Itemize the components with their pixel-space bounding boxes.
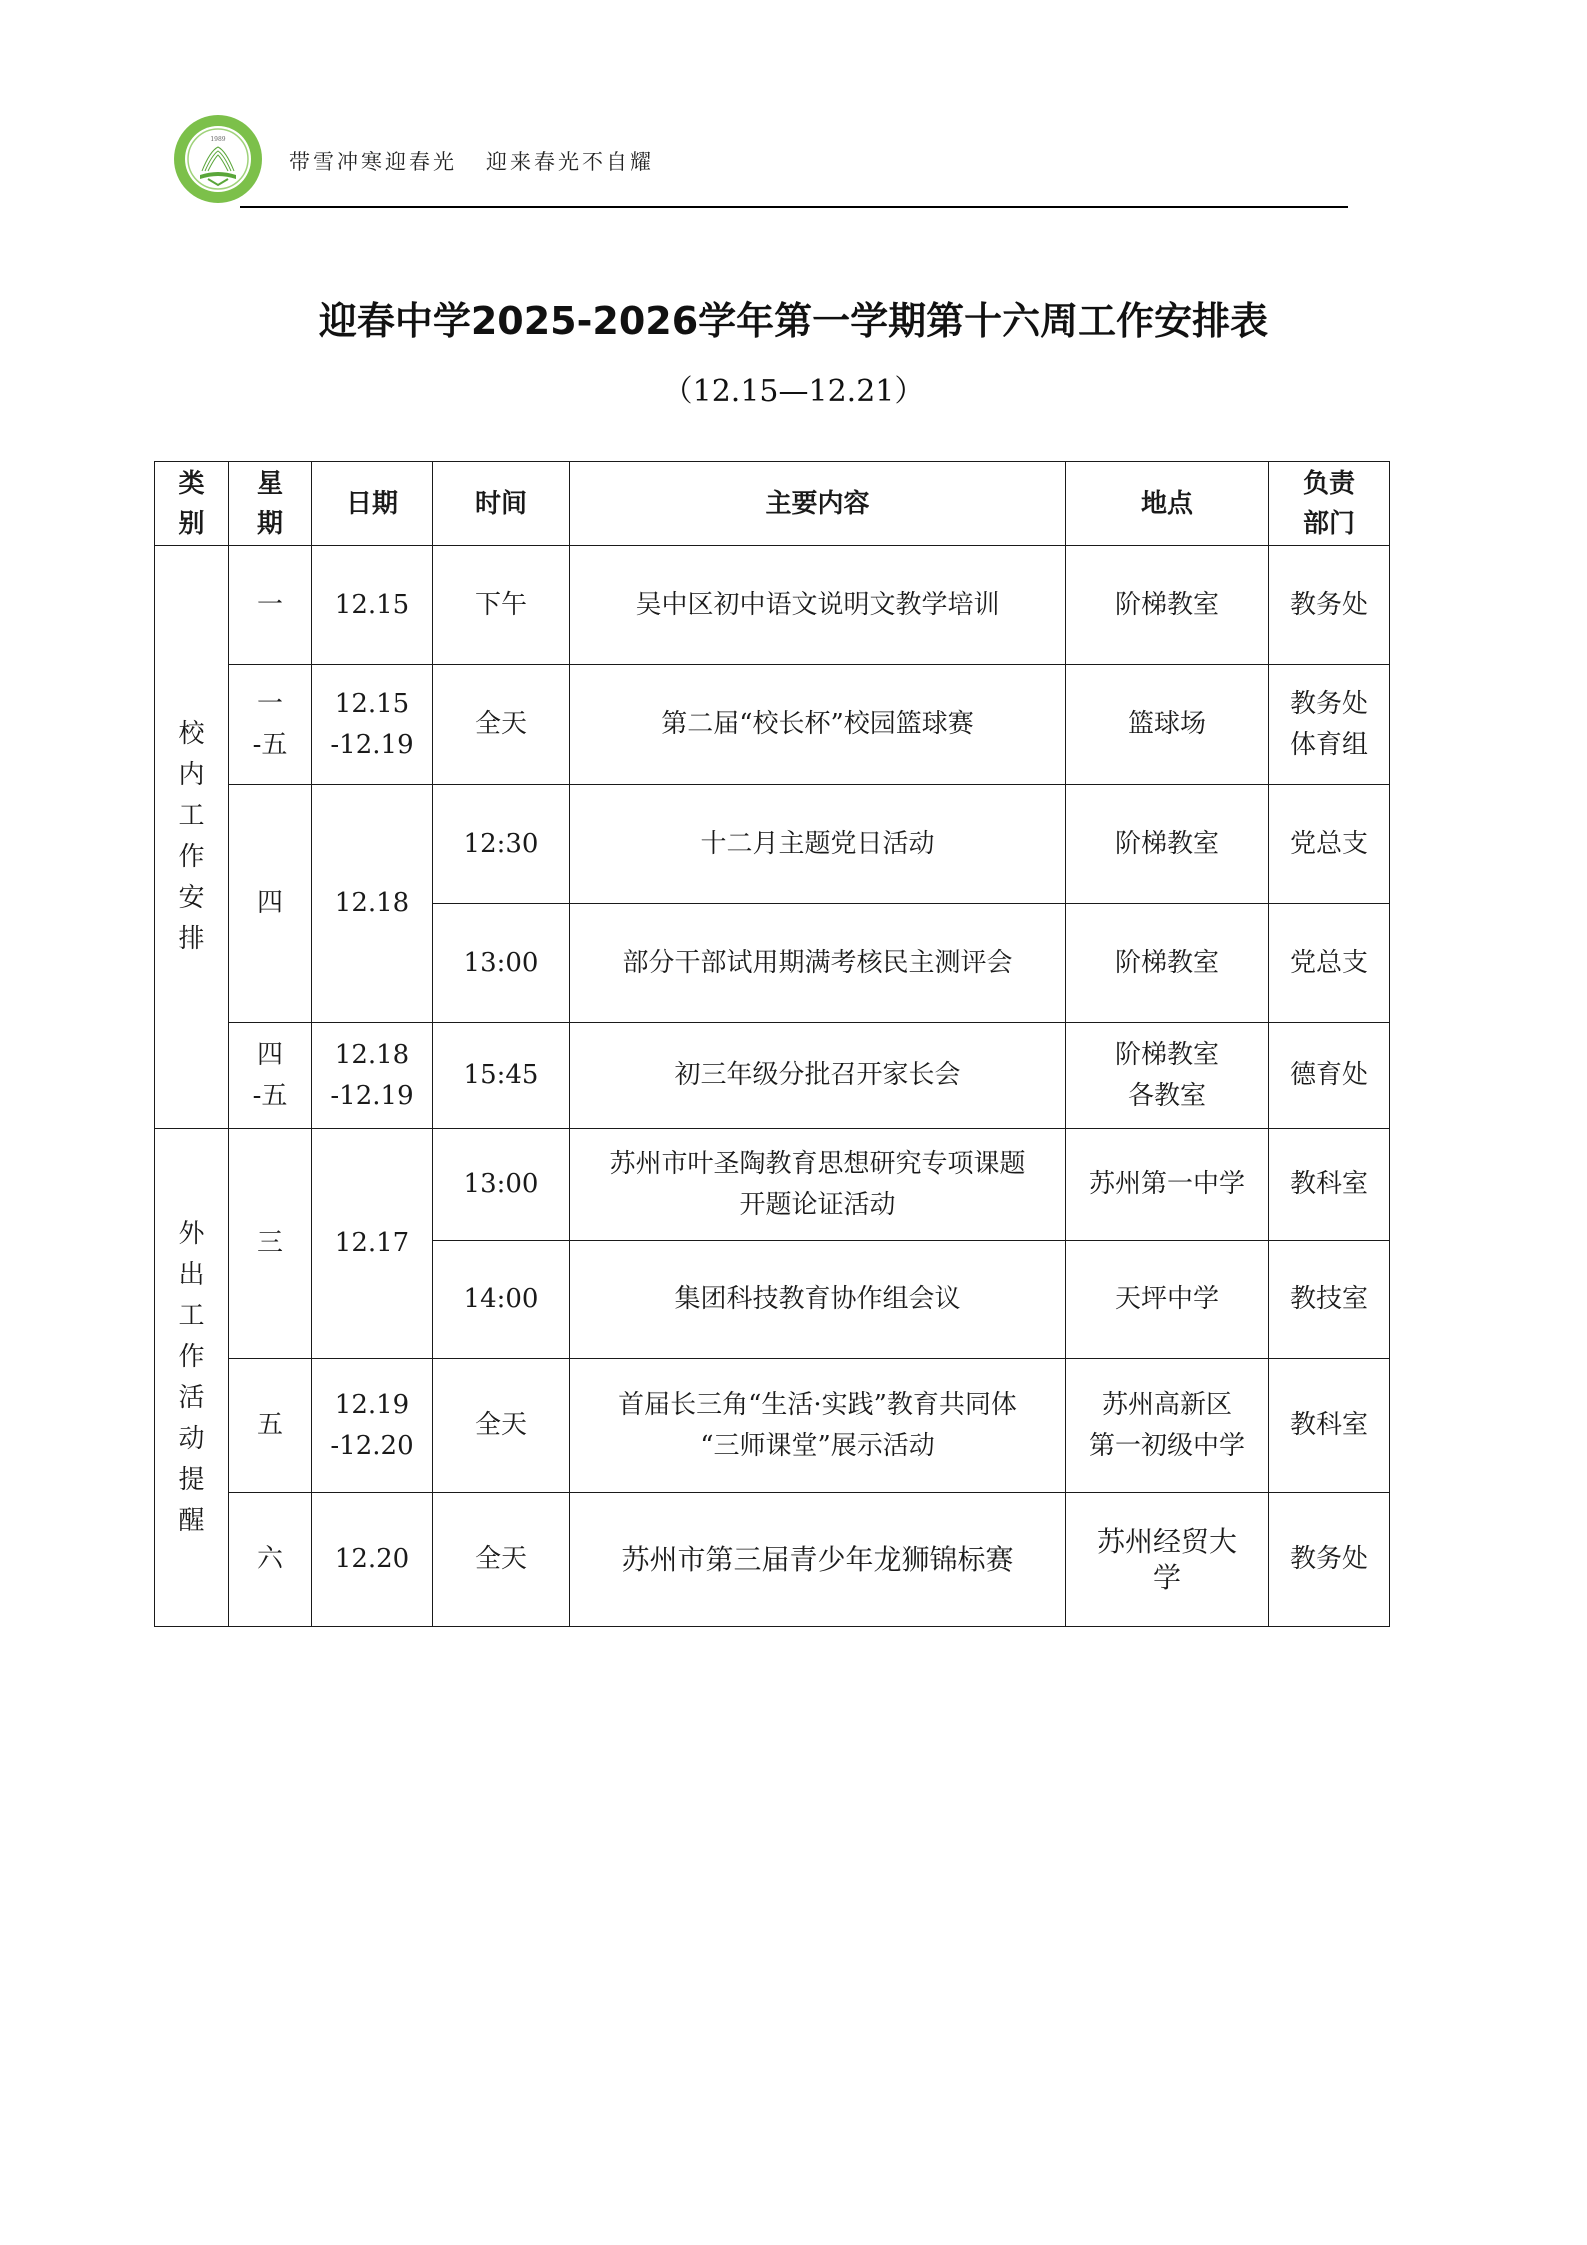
category-cell-off-campus: 外 出 工 作 活 动 提 醒 [155,1129,229,1627]
content-cell: 第二届“校长杯”校园篮球赛 [570,665,1066,785]
table-row [155,665,1390,785]
school-logo-icon [172,113,264,205]
content-cell: 首届长三角“生活·实践”教育共同体 “三师课堂”展示活动 [570,1359,1066,1493]
table-row [155,1129,1390,1241]
department-cell: 教技室 [1269,1241,1390,1359]
table-row [155,1359,1390,1493]
department-cell: 教务处 体育组 [1269,665,1390,785]
department-cell: 党总支 [1269,785,1390,904]
header-divider [240,206,1348,208]
department-cell: 教务处 [1269,546,1390,665]
category-cell-on-campus: 校 内 工 作 安 排 [155,546,229,1129]
date-range-subtitle: （12.15—12.21） [662,374,925,409]
column-header-date: 日期 [312,462,433,546]
time-cell: 14:00 [433,1241,570,1359]
location-cell: 苏州经贸大 学 [1066,1493,1269,1627]
column-header-category: 类 别 [155,462,229,546]
weekday-cell: 一 [229,546,312,665]
date-cell: 12.15 [312,546,433,665]
content-cell: 吴中区初中语文说明文教学培训 [570,546,1066,665]
column-header-content: 主要内容 [570,462,1066,546]
location-cell: 阶梯教室 [1066,546,1269,665]
location-cell: 阶梯教室 各教室 [1066,1023,1269,1129]
department-cell: 党总支 [1269,904,1390,1023]
time-cell: 12:30 [433,785,570,904]
time-cell: 13:00 [433,904,570,1023]
weekday-cell: 三 [229,1129,312,1359]
content-cell: 十二月主题党日活动 [570,785,1066,904]
header-tagline: 带雪冲寒迎春光 迎来春光不自耀 [289,150,655,174]
date-cell: 12.15 -12.19 [312,665,433,785]
date-cell: 12.18 [312,785,433,1023]
column-header-weekday: 星 期 [229,462,312,546]
weekly-schedule-table [154,461,1390,1627]
content-cell: 初三年级分批召开家长会 [570,1023,1066,1129]
content-cell: 苏州市第三届青少年龙狮锦标赛 [570,1493,1066,1627]
time-cell: 全天 [433,1359,570,1493]
time-cell: 全天 [433,1493,570,1627]
department-cell: 教科室 [1269,1129,1390,1241]
content-cell: 苏州市叶圣陶教育思想研究专项课题 开题论证活动 [570,1129,1066,1241]
time-cell: 15:45 [433,1023,570,1129]
location-cell: 天坪中学 [1066,1241,1269,1359]
time-cell: 13:00 [433,1129,570,1241]
location-cell: 阶梯教室 [1066,904,1269,1023]
location-cell: 阶梯教室 [1066,785,1269,904]
svg-text:1989: 1989 [210,136,226,143]
table-row [155,546,1390,665]
content-cell: 集团科技教育协作组会议 [570,1241,1066,1359]
table-header-row [155,462,1390,546]
date-cell: 12.20 [312,1493,433,1627]
department-cell: 德育处 [1269,1023,1390,1129]
weekday-cell: 一 -五 [229,665,312,785]
content-cell: 部分干部试用期满考核民主测评会 [570,904,1066,1023]
time-cell: 下午 [433,546,570,665]
location-cell: 苏州高新区 第一初级中学 [1066,1359,1269,1493]
column-header-time: 时间 [433,462,570,546]
department-cell: 教科室 [1269,1359,1390,1493]
department-cell: 教务处 [1269,1493,1390,1627]
time-cell: 全天 [433,665,570,785]
date-cell: 12.19 -12.20 [312,1359,433,1493]
weekday-cell: 四 [229,785,312,1023]
page-title: 迎春中学2025-2026学年第一学期第十六周工作安排表 [318,299,1269,343]
weekday-cell: 五 [229,1359,312,1493]
table-row [155,1023,1390,1129]
location-cell: 苏州第一中学 [1066,1129,1269,1241]
location-cell: 篮球场 [1066,665,1269,785]
table-row [155,1493,1390,1627]
table-row [155,785,1390,904]
date-cell: 12.18 -12.19 [312,1023,433,1129]
column-header-department: 负责 部门 [1269,462,1390,546]
date-cell: 12.17 [312,1129,433,1359]
column-header-location: 地点 [1066,462,1269,546]
weekday-cell: 四 -五 [229,1023,312,1129]
weekday-cell: 六 [229,1493,312,1627]
